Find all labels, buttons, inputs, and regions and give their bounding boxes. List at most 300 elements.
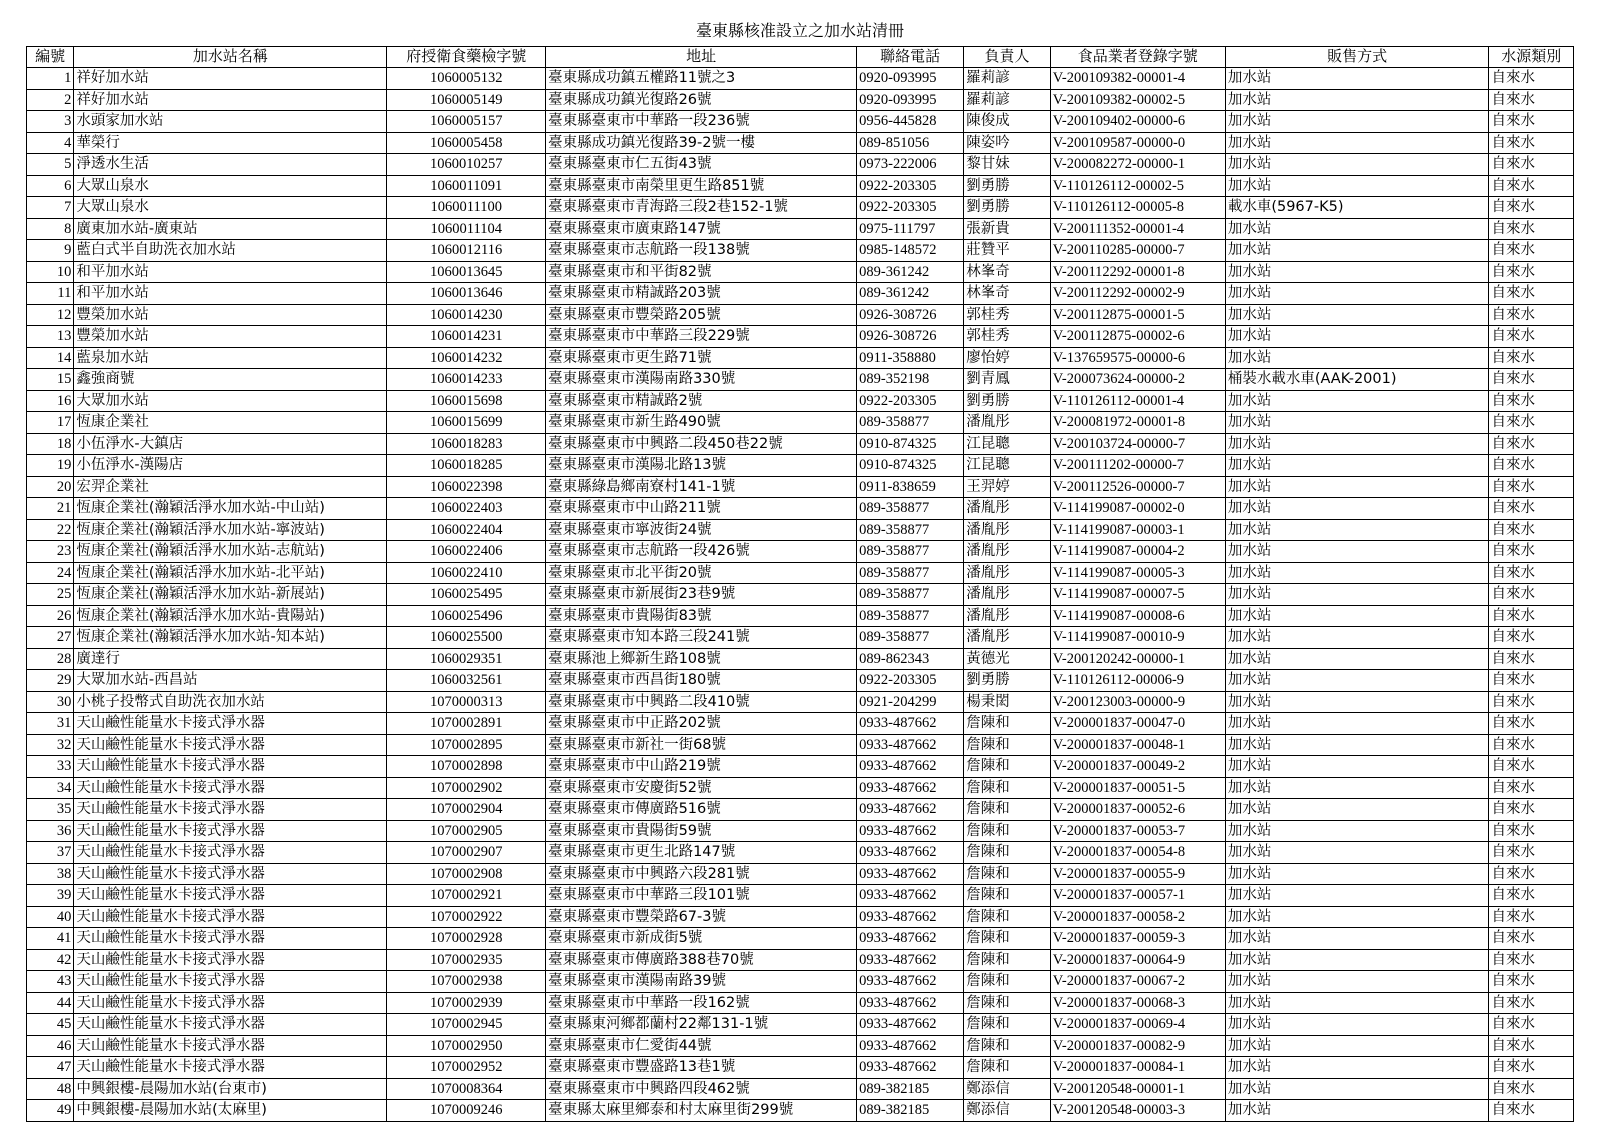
phone: 089-382185 <box>857 1100 964 1122</box>
phone: 0933-487662 <box>857 885 964 907</box>
permit-number: 1060005132 <box>387 68 546 90</box>
water-source: 自來水 <box>1489 820 1574 842</box>
address: 臺東縣臺東市中興路四段462號 <box>546 1078 857 1100</box>
station-name: 大眾山泉水 <box>74 197 387 219</box>
phone: 0926-308726 <box>857 326 964 348</box>
phone: 089-358877 <box>857 412 964 434</box>
address: 臺東縣臺東市青海路三段2巷152-1號 <box>546 197 857 219</box>
phone: 089-358877 <box>857 562 964 584</box>
water-source: 自來水 <box>1489 390 1574 412</box>
table-row <box>27 412 1574 434</box>
phone: 0920-093995 <box>857 89 964 111</box>
table-row <box>27 519 1574 541</box>
station-name: 廣東加水站-廣東站 <box>74 218 387 240</box>
header-water-source: 水源類別 <box>1489 47 1574 68</box>
station-name: 天山鹼性能量水卡接式淨水器 <box>74 1057 387 1079</box>
address: 臺東縣臺東市新社一街68號 <box>546 734 857 756</box>
address: 臺東縣臺東市北平街20號 <box>546 562 857 584</box>
water-source: 自來水 <box>1489 369 1574 391</box>
registration-number: V-200082272-00000-1 <box>1050 154 1225 176</box>
station-name: 恆康企業社(瀚穎活淨水加水站-北平站) <box>74 562 387 584</box>
owner: 潘胤彤 <box>964 605 1051 627</box>
address: 臺東縣臺東市豐榮路67-3號 <box>546 906 857 928</box>
water-source: 自來水 <box>1489 1078 1574 1100</box>
permit-number: 1060018285 <box>387 455 546 477</box>
station-name: 祥好加水站 <box>74 89 387 111</box>
station-name: 鑫強商號 <box>74 369 387 391</box>
registration-number: V-200120548-00001-1 <box>1050 1078 1225 1100</box>
address: 臺東縣臺東市中華路三段229號 <box>546 326 857 348</box>
row-number: 1 <box>27 68 74 90</box>
registration-number: V-200001837-00069-4 <box>1050 1014 1225 1036</box>
sale-method: 加水站 <box>1225 863 1489 885</box>
station-name: 天山鹼性能量水卡接式淨水器 <box>74 992 387 1014</box>
owner: 王羿婷 <box>964 476 1051 498</box>
phone: 0922-203305 <box>857 175 964 197</box>
table-row <box>27 1014 1574 1036</box>
address: 臺東縣臺東市新成街5號 <box>546 928 857 950</box>
address: 臺東縣臺東市更生北路147號 <box>546 842 857 864</box>
row-number: 40 <box>27 906 74 928</box>
owner: 陳俊成 <box>964 111 1051 133</box>
table-row <box>27 132 1574 154</box>
row-number: 9 <box>27 240 74 262</box>
row-number: 39 <box>27 885 74 907</box>
sale-method: 加水站 <box>1225 842 1489 864</box>
permit-number: 1060029351 <box>387 648 546 670</box>
header-registration: 食品業者登錄字號 <box>1050 47 1225 68</box>
sale-method: 加水站 <box>1225 1057 1489 1079</box>
registration-number: V-200103724-00000-7 <box>1050 433 1225 455</box>
station-name: 淨透水生活 <box>74 154 387 176</box>
water-source: 自來水 <box>1489 756 1574 778</box>
table-row <box>27 240 1574 262</box>
table-row <box>27 820 1574 842</box>
owner: 詹陳和 <box>964 949 1051 971</box>
address: 臺東縣臺東市中華路一段162號 <box>546 992 857 1014</box>
water-source: 自來水 <box>1489 562 1574 584</box>
station-name: 天山鹼性能量水卡接式淨水器 <box>74 971 387 993</box>
row-number: 30 <box>27 691 74 713</box>
station-name: 天山鹼性能量水卡接式淨水器 <box>74 928 387 950</box>
sale-method: 加水站 <box>1225 283 1489 305</box>
registration-number: V-110126112-00001-4 <box>1050 390 1225 412</box>
station-name: 恆康企業社(瀚穎活淨水加水站-中山站) <box>74 498 387 520</box>
station-name: 天山鹼性能量水卡接式淨水器 <box>74 713 387 735</box>
row-number: 27 <box>27 627 74 649</box>
address: 臺東縣成功鎮五權路11號之3 <box>546 68 857 90</box>
owner: 莊贊平 <box>964 240 1051 262</box>
table-header-row <box>27 47 1574 68</box>
owner: 江昆聰 <box>964 455 1051 477</box>
station-name: 華榮行 <box>74 132 387 154</box>
row-number: 47 <box>27 1057 74 1079</box>
registration-number: V-200112526-00000-7 <box>1050 476 1225 498</box>
owner: 羅莉諺 <box>964 68 1051 90</box>
permit-number: 1070002939 <box>387 992 546 1014</box>
owner: 潘胤彤 <box>964 562 1051 584</box>
registration-number: V-200112292-00001-8 <box>1050 261 1225 283</box>
table-row <box>27 949 1574 971</box>
permit-number: 1060022406 <box>387 541 546 563</box>
water-source: 自來水 <box>1489 992 1574 1014</box>
document-title: 臺東縣核准設立之加水站清冊 <box>695 23 904 40</box>
permit-number: 1060015698 <box>387 390 546 412</box>
station-name: 豐榮加水站 <box>74 304 387 326</box>
row-number: 38 <box>27 863 74 885</box>
table-row <box>27 369 1574 391</box>
station-name: 中興銀樓-晨陽加水站(太麻里) <box>74 1100 387 1122</box>
owner: 詹陳和 <box>964 756 1051 778</box>
station-name: 和平加水站 <box>74 261 387 283</box>
permit-number: 1070002898 <box>387 756 546 778</box>
owner: 廖怡婷 <box>964 347 1051 369</box>
phone: 0933-487662 <box>857 799 964 821</box>
address: 臺東縣臺東市漢陽北路13號 <box>546 455 857 477</box>
address: 臺東縣臺東市精誠路2號 <box>546 390 857 412</box>
row-number: 48 <box>27 1078 74 1100</box>
phone: 0933-487662 <box>857 713 964 735</box>
header-address: 地址 <box>546 47 857 68</box>
registration-number: V-200001837-00068-3 <box>1050 992 1225 1014</box>
header-sale-method: 販售方式 <box>1225 47 1489 68</box>
water-source: 自來水 <box>1489 412 1574 434</box>
permit-number: 1070002952 <box>387 1057 546 1079</box>
water-source: 自來水 <box>1489 1035 1574 1057</box>
sale-method: 加水站 <box>1225 648 1489 670</box>
row-number: 16 <box>27 390 74 412</box>
table-row <box>27 562 1574 584</box>
owner: 林峯奇 <box>964 283 1051 305</box>
station-name: 天山鹼性能量水卡接式淨水器 <box>74 1014 387 1036</box>
permit-number: 1060012116 <box>387 240 546 262</box>
registration-number: V-200001837-00048-1 <box>1050 734 1225 756</box>
address: 臺東縣臺東市廣東路147號 <box>546 218 857 240</box>
station-name: 水頭家加水站 <box>74 111 387 133</box>
water-source: 自來水 <box>1489 519 1574 541</box>
row-number: 20 <box>27 476 74 498</box>
registration-number: V-110126112-00002-5 <box>1050 175 1225 197</box>
water-source: 自來水 <box>1489 132 1574 154</box>
table-row <box>27 89 1574 111</box>
owner: 潘胤彤 <box>964 584 1051 606</box>
registration-number: V-114199087-00010-9 <box>1050 627 1225 649</box>
station-name: 恆康企業社(瀚穎活淨水加水站-新展站) <box>74 584 387 606</box>
table-row <box>27 433 1574 455</box>
sale-method: 加水站 <box>1225 218 1489 240</box>
water-source: 自來水 <box>1489 584 1574 606</box>
water-source: 自來水 <box>1489 283 1574 305</box>
row-number: 5 <box>27 154 74 176</box>
table-row <box>27 455 1574 477</box>
owner: 潘胤彤 <box>964 627 1051 649</box>
water-source: 自來水 <box>1489 1100 1574 1122</box>
table-row <box>27 842 1574 864</box>
registration-number: V-200001837-00054-8 <box>1050 842 1225 864</box>
sale-method: 加水站 <box>1225 605 1489 627</box>
owner: 詹陳和 <box>964 1014 1051 1036</box>
registration-number: V-200001837-00057-1 <box>1050 885 1225 907</box>
row-number: 31 <box>27 713 74 735</box>
owner: 詹陳和 <box>964 928 1051 950</box>
registration-number: V-110126112-00006-9 <box>1050 670 1225 692</box>
permit-number: 1070002902 <box>387 777 546 799</box>
table-row <box>27 111 1574 133</box>
water-source: 自來水 <box>1489 691 1574 713</box>
owner: 詹陳和 <box>964 1057 1051 1079</box>
water-source: 自來水 <box>1489 498 1574 520</box>
address: 臺東縣臺東市寧波街24號 <box>546 519 857 541</box>
phone: 0922-203305 <box>857 670 964 692</box>
row-number: 32 <box>27 734 74 756</box>
table-row <box>27 756 1574 778</box>
table-row <box>27 928 1574 950</box>
table-row <box>27 304 1574 326</box>
address: 臺東縣臺東市志航路一段138號 <box>546 240 857 262</box>
address: 臺東縣臺東市中華路一段236號 <box>546 111 857 133</box>
row-number: 43 <box>27 971 74 993</box>
permit-number: 1070002935 <box>387 949 546 971</box>
water-source: 自來水 <box>1489 240 1574 262</box>
row-number: 36 <box>27 820 74 842</box>
row-number: 45 <box>27 1014 74 1036</box>
sale-method: 加水站 <box>1225 906 1489 928</box>
registration-number: V-200001837-00051-5 <box>1050 777 1225 799</box>
station-name: 恆康企業社(瀚穎活淨水加水站-寧波站) <box>74 519 387 541</box>
row-number: 42 <box>27 949 74 971</box>
phone: 0973-222006 <box>857 154 964 176</box>
registration-number: V-200120242-00000-1 <box>1050 648 1225 670</box>
water-source: 自來水 <box>1489 928 1574 950</box>
permit-number: 1060014231 <box>387 326 546 348</box>
permit-number: 1070002921 <box>387 885 546 907</box>
permit-number: 1060005149 <box>387 89 546 111</box>
owner: 郭桂秀 <box>964 304 1051 326</box>
address: 臺東縣臺東市傳廣路516號 <box>546 799 857 821</box>
owner: 江昆聰 <box>964 433 1051 455</box>
owner: 劉勇勝 <box>964 197 1051 219</box>
registration-number: V-200001837-00067-2 <box>1050 971 1225 993</box>
sale-method: 加水站 <box>1225 1035 1489 1057</box>
owner: 潘胤彤 <box>964 498 1051 520</box>
address: 臺東縣臺東市新生路490號 <box>546 412 857 434</box>
permit-number: 1070000313 <box>387 691 546 713</box>
water-source: 自來水 <box>1489 842 1574 864</box>
permit-number: 1070002905 <box>387 820 546 842</box>
owner: 詹陳和 <box>964 713 1051 735</box>
table-row <box>27 605 1574 627</box>
water-source: 自來水 <box>1489 906 1574 928</box>
owner: 鄭添信 <box>964 1100 1051 1122</box>
registration-number: V-200112875-00002-6 <box>1050 326 1225 348</box>
table-row <box>27 863 1574 885</box>
owner: 劉青鳳 <box>964 369 1051 391</box>
address: 臺東縣太麻里鄉泰和村太麻里街299號 <box>546 1100 857 1122</box>
sale-method: 加水站 <box>1225 412 1489 434</box>
permit-number: 1060011100 <box>387 197 546 219</box>
phone: 089-352198 <box>857 369 964 391</box>
owner: 陳姿吟 <box>964 132 1051 154</box>
row-number: 14 <box>27 347 74 369</box>
sale-method: 加水站 <box>1225 584 1489 606</box>
phone: 0933-487662 <box>857 971 964 993</box>
owner: 郭桂秀 <box>964 326 1051 348</box>
row-number: 8 <box>27 218 74 240</box>
permit-number: 1070002928 <box>387 928 546 950</box>
address: 臺東縣臺東市漢陽南路330號 <box>546 369 857 391</box>
owner: 張新貴 <box>964 218 1051 240</box>
sale-method: 加水站 <box>1225 89 1489 111</box>
address: 臺東縣臺東市更生路71號 <box>546 347 857 369</box>
table-row <box>27 777 1574 799</box>
address: 臺東縣臺東市中興路二段410號 <box>546 691 857 713</box>
sale-method: 加水站 <box>1225 132 1489 154</box>
water-source: 自來水 <box>1489 605 1574 627</box>
table-row <box>27 885 1574 907</box>
water-source: 自來水 <box>1489 154 1574 176</box>
sale-method: 加水站 <box>1225 885 1489 907</box>
water-station-table <box>26 46 1574 1122</box>
registration-number: V-114199087-00008-6 <box>1050 605 1225 627</box>
registration-number: V-200001837-00047-0 <box>1050 713 1225 735</box>
permit-number: 1060005458 <box>387 132 546 154</box>
permit-number: 1070008364 <box>387 1078 546 1100</box>
station-name: 天山鹼性能量水卡接式淨水器 <box>74 885 387 907</box>
permit-number: 1070002891 <box>387 713 546 735</box>
registration-number: V-114199087-00007-5 <box>1050 584 1225 606</box>
address: 臺東縣東河鄉都蘭村22鄰131-1號 <box>546 1014 857 1036</box>
row-number: 46 <box>27 1035 74 1057</box>
row-number: 41 <box>27 928 74 950</box>
registration-number: V-200123003-00000-9 <box>1050 691 1225 713</box>
registration-number: V-114199087-00005-3 <box>1050 562 1225 584</box>
table-row <box>27 154 1574 176</box>
table-row <box>27 283 1574 305</box>
table-row <box>27 1035 1574 1057</box>
permit-number: 1060025496 <box>387 605 546 627</box>
sale-method: 載水車(5967-K5) <box>1225 197 1489 219</box>
sale-method: 加水站 <box>1225 541 1489 563</box>
water-source: 自來水 <box>1489 261 1574 283</box>
table-row <box>27 799 1574 821</box>
table-row <box>27 971 1574 993</box>
table-row <box>27 68 1574 90</box>
water-source: 自來水 <box>1489 885 1574 907</box>
water-source: 自來水 <box>1489 1057 1574 1079</box>
registration-number: V-200109382-00002-5 <box>1050 89 1225 111</box>
station-name: 恆康企業社(瀚穎活淨水加水站-志航站) <box>74 541 387 563</box>
owner: 詹陳和 <box>964 992 1051 1014</box>
owner: 詹陳和 <box>964 971 1051 993</box>
station-name: 小伍淨水-漢陽店 <box>74 455 387 477</box>
permit-number: 1070009246 <box>387 1100 546 1122</box>
row-number: 2 <box>27 89 74 111</box>
sale-method: 加水站 <box>1225 240 1489 262</box>
address: 臺東縣臺東市南榮里更生路851號 <box>546 175 857 197</box>
phone: 0911-838659 <box>857 476 964 498</box>
phone: 0933-487662 <box>857 928 964 950</box>
phone: 0933-487662 <box>857 863 964 885</box>
permit-number: 1060022403 <box>387 498 546 520</box>
registration-number: V-200073624-00000-2 <box>1050 369 1225 391</box>
registration-number: V-110126112-00005-8 <box>1050 197 1225 219</box>
address: 臺東縣成功鎮光復路39-2號一樓 <box>546 132 857 154</box>
phone: 089-851056 <box>857 132 964 154</box>
table-row <box>27 541 1574 563</box>
phone: 089-358877 <box>857 584 964 606</box>
permit-number: 1070002945 <box>387 1014 546 1036</box>
registration-number: V-137659575-00000-6 <box>1050 347 1225 369</box>
permit-number: 1070002907 <box>387 842 546 864</box>
registration-number: V-200001837-00064-9 <box>1050 949 1225 971</box>
phone: 089-358877 <box>857 519 964 541</box>
sale-method: 加水站 <box>1225 1100 1489 1122</box>
phone: 0933-487662 <box>857 949 964 971</box>
row-number: 15 <box>27 369 74 391</box>
water-source: 自來水 <box>1489 863 1574 885</box>
row-number: 49 <box>27 1100 74 1122</box>
address: 臺東縣臺東市中興路二段450巷22號 <box>546 433 857 455</box>
address: 臺東縣臺東市中山路219號 <box>546 756 857 778</box>
row-number: 6 <box>27 175 74 197</box>
registration-number: V-114199087-00003-1 <box>1050 519 1225 541</box>
water-source: 自來水 <box>1489 175 1574 197</box>
owner: 詹陳和 <box>964 863 1051 885</box>
table-row <box>27 734 1574 756</box>
owner: 潘胤彤 <box>964 519 1051 541</box>
address: 臺東縣臺東市傳廣路388巷70號 <box>546 949 857 971</box>
table-row <box>27 197 1574 219</box>
registration-number: V-200001837-00049-2 <box>1050 756 1225 778</box>
phone: 089-361242 <box>857 261 964 283</box>
row-number: 18 <box>27 433 74 455</box>
sale-method: 加水站 <box>1225 261 1489 283</box>
phone: 0975-111797 <box>857 218 964 240</box>
table-row <box>27 175 1574 197</box>
address: 臺東縣臺東市漢陽南路39號 <box>546 971 857 993</box>
station-name: 大眾加水站 <box>74 390 387 412</box>
owner: 羅莉諺 <box>964 89 1051 111</box>
registration-number: V-200001837-00058-2 <box>1050 906 1225 928</box>
station-name: 天山鹼性能量水卡接式淨水器 <box>74 1035 387 1057</box>
registration-number: V-200109587-00000-0 <box>1050 132 1225 154</box>
table-row <box>27 476 1574 498</box>
table-row <box>27 390 1574 412</box>
phone: 0933-487662 <box>857 756 964 778</box>
permit-number: 1060013645 <box>387 261 546 283</box>
permit-number: 1060011104 <box>387 218 546 240</box>
phone: 0933-487662 <box>857 992 964 1014</box>
station-name: 中興銀樓-晨陽加水站(台東市) <box>74 1078 387 1100</box>
address: 臺東縣臺東市中華路三段101號 <box>546 885 857 907</box>
permit-number: 1060010257 <box>387 154 546 176</box>
sale-method: 加水站 <box>1225 1014 1489 1036</box>
water-source: 自來水 <box>1489 347 1574 369</box>
permit-number: 1060015699 <box>387 412 546 434</box>
permit-number: 1070002904 <box>387 799 546 821</box>
water-source: 自來水 <box>1489 89 1574 111</box>
sale-method: 加水站 <box>1225 713 1489 735</box>
permit-number: 1060014232 <box>387 347 546 369</box>
owner: 鄭添信 <box>964 1078 1051 1100</box>
row-number: 28 <box>27 648 74 670</box>
address: 臺東縣臺東市貴陽街83號 <box>546 605 857 627</box>
sale-method: 加水站 <box>1225 498 1489 520</box>
sale-method: 加水站 <box>1225 111 1489 133</box>
sale-method: 加水站 <box>1225 154 1489 176</box>
water-source: 自來水 <box>1489 777 1574 799</box>
phone: 0933-487662 <box>857 1035 964 1057</box>
